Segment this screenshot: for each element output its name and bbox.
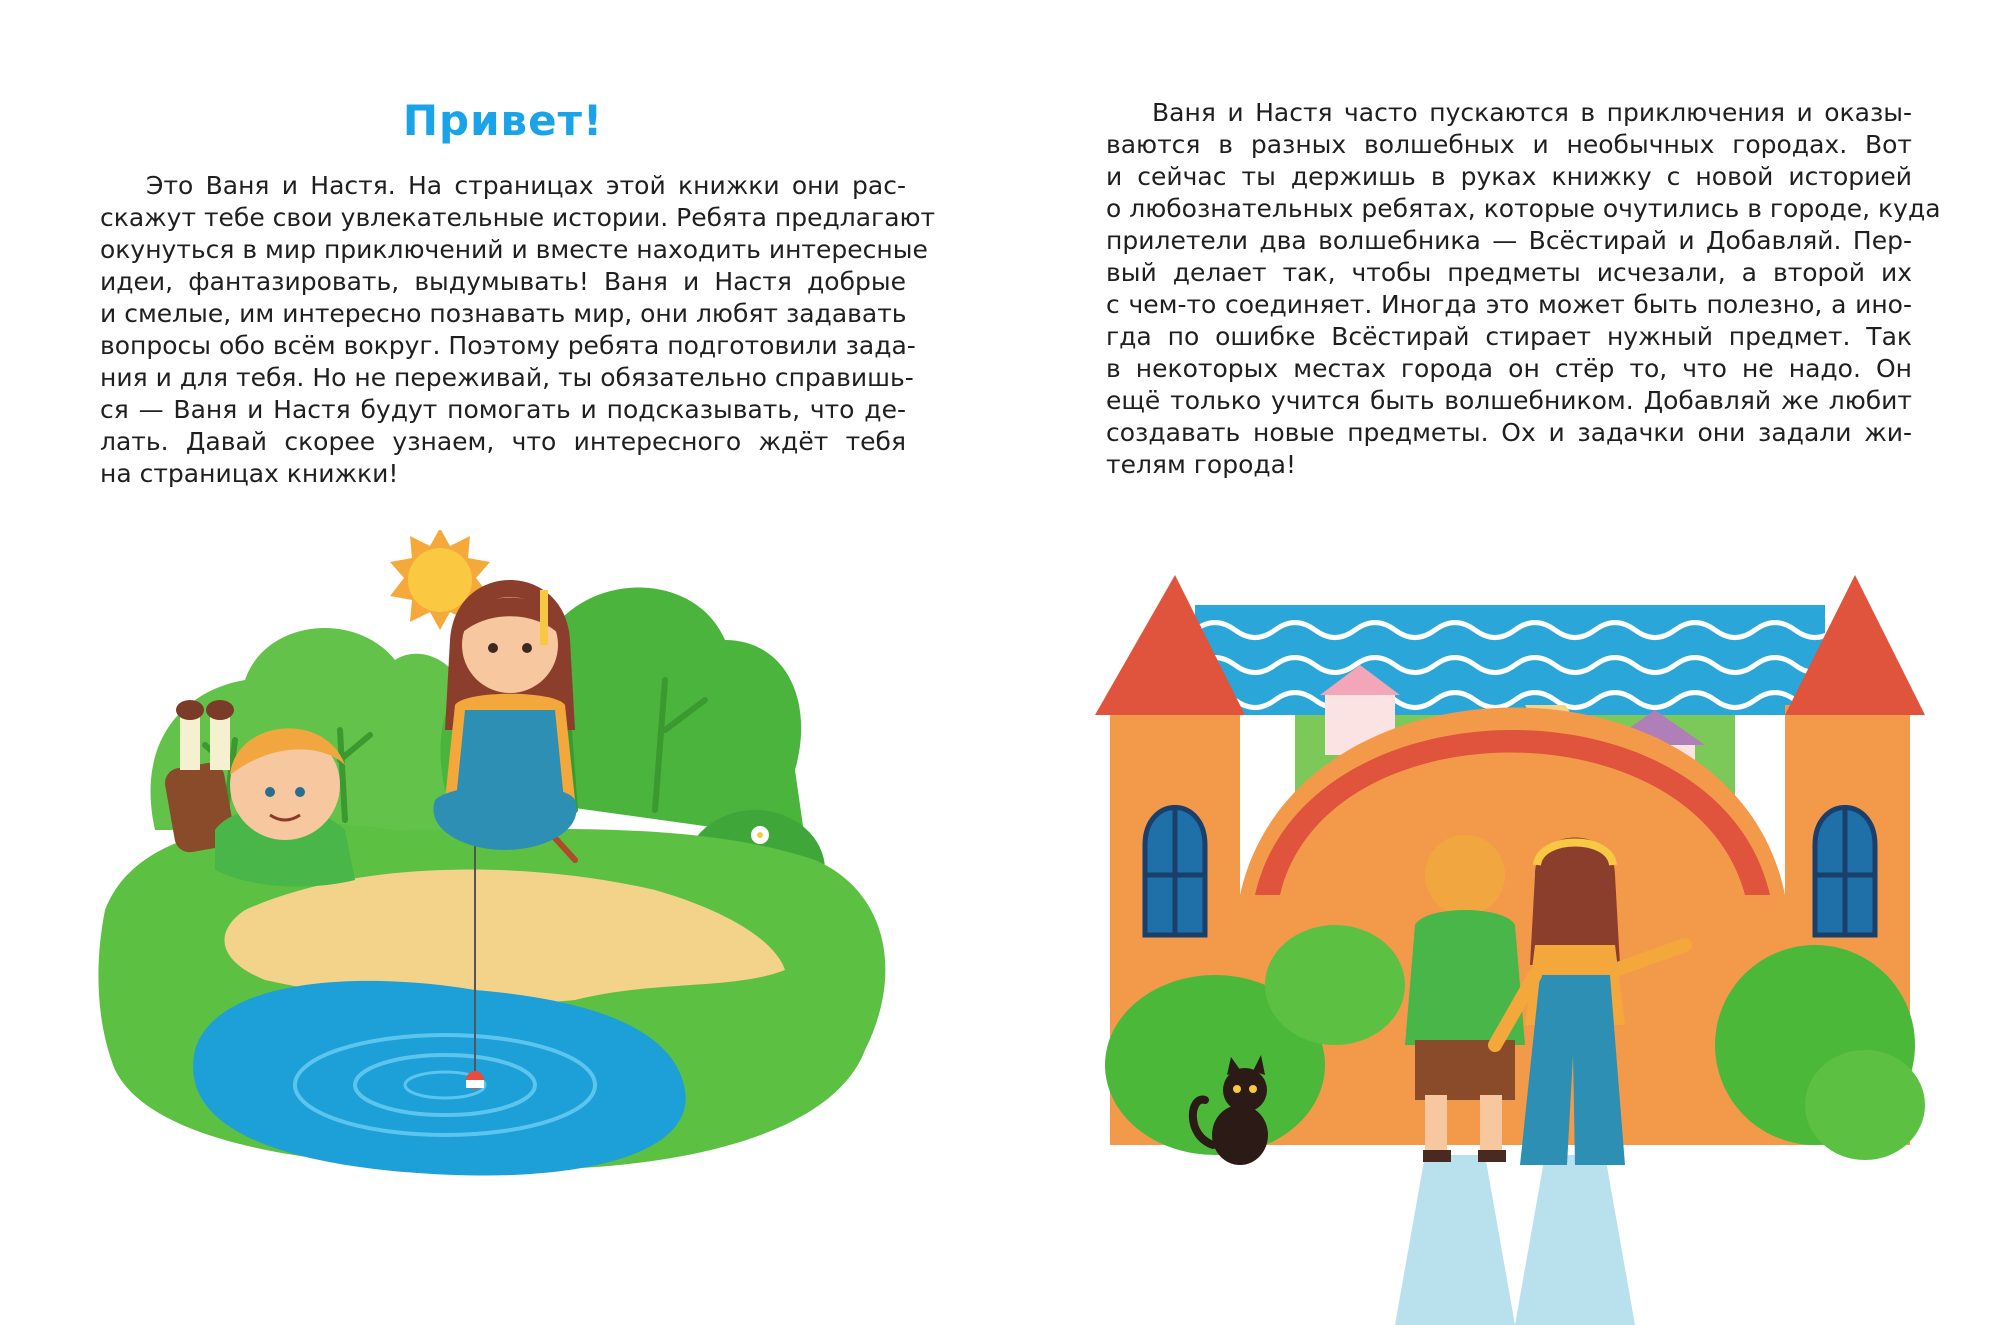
text-line: Ваня и Настя часто пускаются в приключения и оказы- [1152, 98, 1912, 127]
page-title: Привет! [402, 96, 604, 145]
text-line: идеи, фантазировать, выдумывать! Ваня и Настя добрые [100, 267, 906, 296]
text-line: на страницах книжки! [100, 459, 399, 488]
text-line: вый делает так, чтобы предметы исчезали, а второй их [1106, 258, 1912, 287]
story-text [1106, 97, 1941, 481]
text-line: и сейчас ты держишь в руках книжку с новой историей [1106, 162, 1912, 191]
sea-icon [1195, 605, 1835, 715]
girl-kneeling-icon [433, 580, 576, 850]
shadow [1395, 1155, 1515, 1325]
text-line: в некоторых местах города он стёр то, что не надо. Он [1106, 354, 1912, 383]
pond-illustration [95, 530, 915, 1190]
text-line: скажут тебе свои увлекательные истории. Ребята предлагают [100, 203, 936, 232]
text-line: ваются в разных волшебных и необычных городах. Вот [1106, 130, 1912, 159]
text-line: вопросы обо всём вокруг. Поэтому ребята подготовили зада- [100, 331, 916, 360]
text-line: о любознательных ребятах, которые очутились в городе, куда [1106, 194, 1941, 223]
text-line: и смелые, им интересно познавать мир, они любят задавать [100, 299, 907, 328]
text-line: создавать новые предметы. Ох и задачки они задали жи- [1106, 418, 1912, 447]
text-line: ещё только учится быть волшебником. Добавляй же любит [1106, 386, 1912, 415]
text-line: с чем-то соединяет. Иногда это может быть полезно, а ино- [1106, 290, 1912, 319]
text-line: ся — Ваня и Настя будут помогать и подсказывать, что де- [100, 395, 906, 424]
text-line: телям города! [1106, 450, 1296, 479]
city-gate-illustration [1095, 575, 1925, 1325]
text-line: Это Ваня и Настя. На страницах этой книжки они рас- [146, 171, 906, 200]
text-line: гда по ошибке Всёстирай стирает нужный предмет. Так [1106, 322, 1912, 351]
intro-text [100, 170, 936, 490]
text-line: прилетели два волшебника — Всёстирай и Добавляй. Пер- [1106, 226, 1912, 255]
text-line: ния и для тебя. Но не переживай, ты обязательно справишь- [100, 363, 914, 392]
shadow [1515, 1155, 1635, 1325]
text-line: лать. Давай скорее узнаем, что интересного ждёт тебя [100, 427, 906, 456]
text-line: окунуться в мир приключений и вместе находить интересные [100, 235, 928, 264]
right-page [1000, 0, 2000, 1325]
